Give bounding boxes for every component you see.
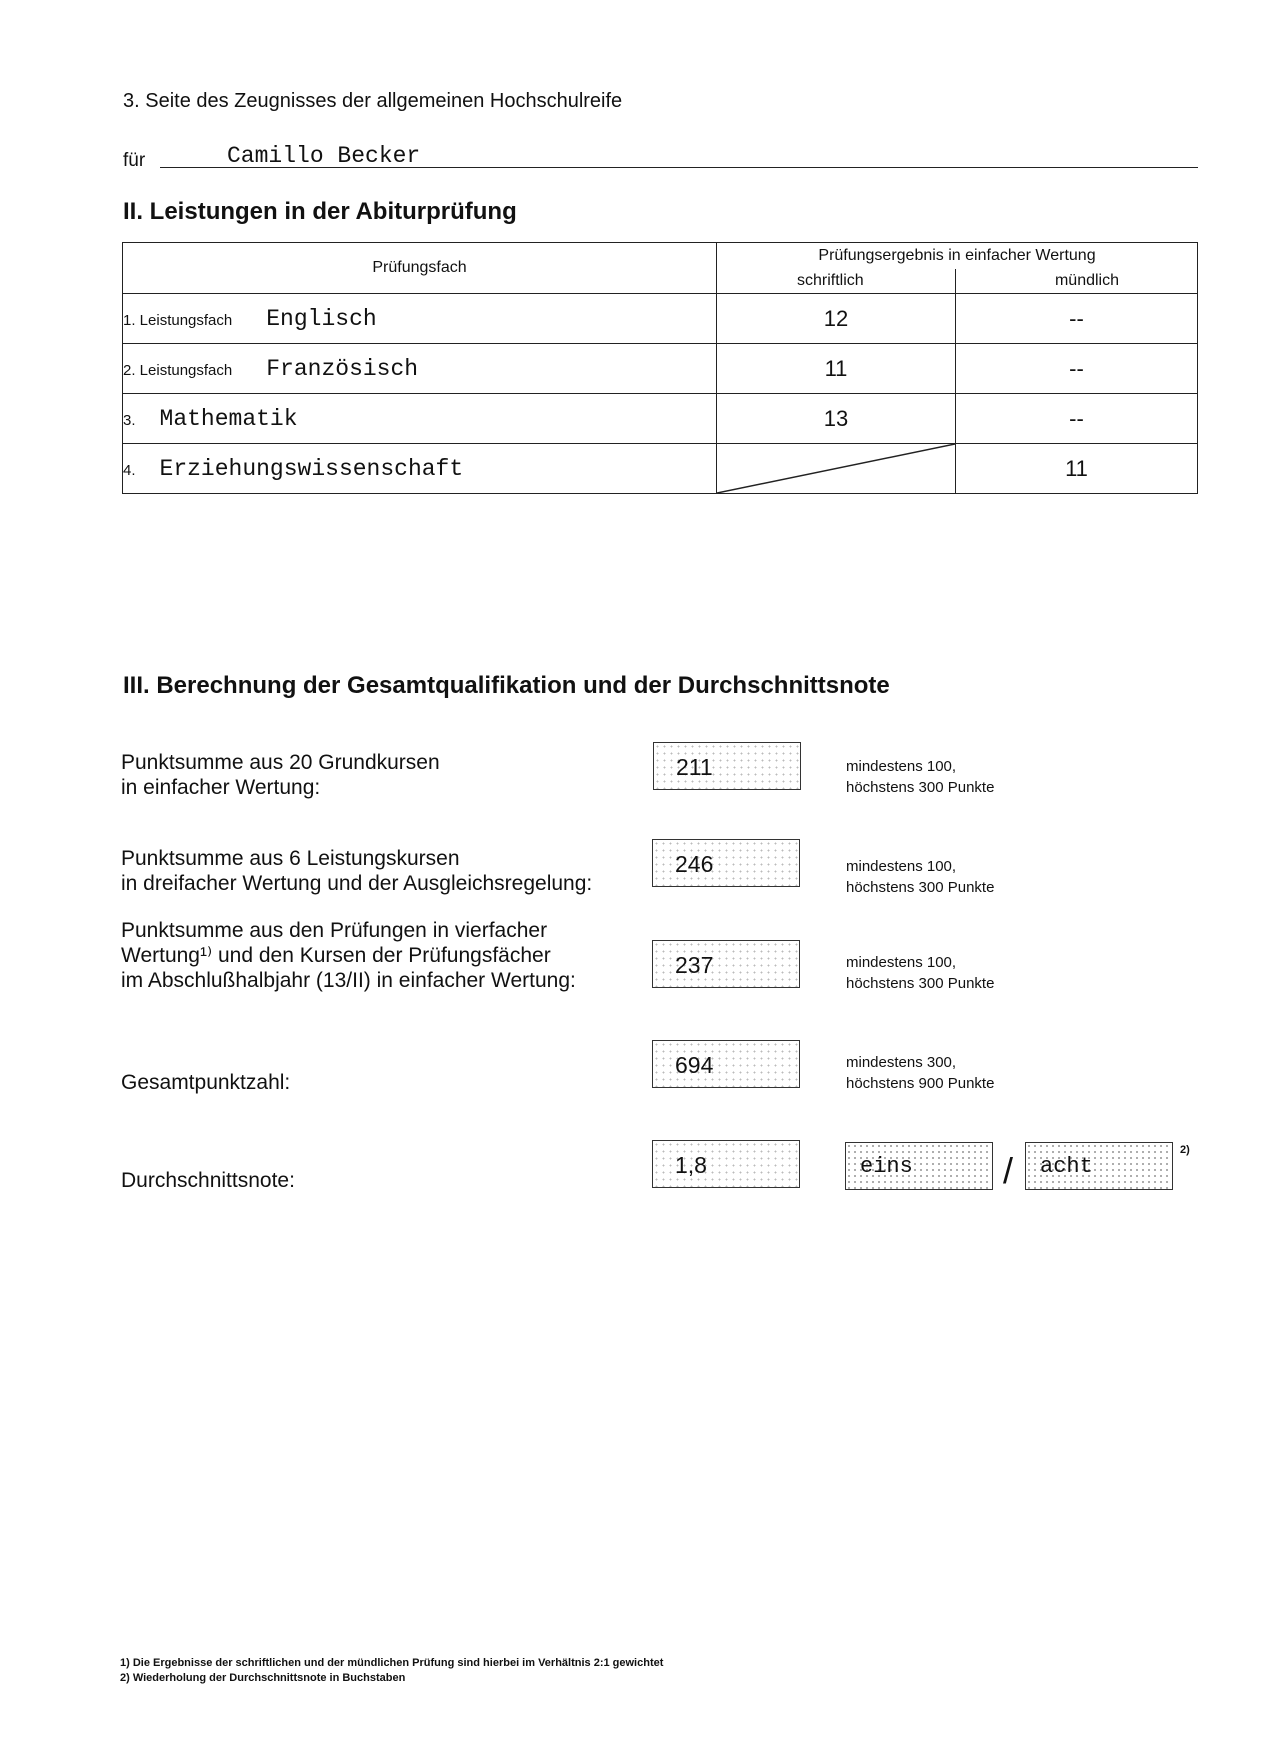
header-result-title: Prüfungsergebnis in einfacher Wertung [818,247,1096,264]
average-word-1-box: eins [845,1142,993,1190]
section-3-title: III. Berechnung der Gesamtqualifikation und der Durchschnittsnote [123,672,890,699]
subject-name: Französisch [266,355,419,382]
subject-name: Erziehungswissenschaft [159,455,464,482]
header-oral: mündlich [1054,272,1119,289]
written-grade: 13 [717,394,956,444]
slash-separator: / [1003,1150,1014,1191]
label-line: Punktsumme aus 20 Grundkursen [121,751,440,774]
header-subject: Prüfungsfach [123,243,717,294]
hint-line: höchstens 300 Punkte [846,779,995,796]
diagonal-strike [717,444,955,493]
exam-results-table [122,242,1197,494]
value-box-pruefungen: 237 [652,940,800,988]
label-line: im Abschlußhalbjahr (13/II) in einfacher Wertung: [121,969,576,992]
hint-line: höchstens 900 Punkte [846,1075,995,1092]
written-grade: 12 [717,294,956,344]
subject-prefix: 4. [123,461,136,479]
label-line: Gesamtpunktzahl: [121,1071,291,1094]
table-row [123,344,1198,394]
table-row [123,294,1198,344]
hint-line: mindestens 300, [846,1054,957,1071]
hint-grundkurse [846,756,994,798]
footnotes [120,1656,663,1686]
hint-line: mindestens 100, [846,954,957,971]
header-divider [955,269,956,293]
subject-cell [123,444,717,494]
calc-label-gesamtpunktzahl [121,1070,290,1095]
value-box-grundkurse: 211 [653,742,801,790]
student-name: Camillo Becker [227,143,421,169]
value-box-gesamtpunktzahl: 694 [652,1040,800,1088]
subject-name: Mathematik [159,405,298,432]
subject-cell [123,394,717,444]
label-line: Wertung¹⁾ und den Kursen der Prüfungsfächer [121,944,551,967]
subject-cell [123,294,717,344]
hint-line: höchstens 300 Punkte [846,975,995,992]
average-word-2-box: acht [1025,1142,1173,1190]
table-row [123,444,1198,494]
subject-prefix: 1. Leistungsfach [123,311,233,329]
subject-cell [123,344,717,394]
written-grade-crossed-out [717,444,956,494]
footnote-1: 1) Die Ergebnisse der schriftlichen und der mündlichen Prüfung sind hierbei im Verhältnis 2:1 gewichtet [120,1657,664,1669]
oral-grade: -- [956,344,1198,394]
header-result [717,243,1198,294]
page-heading: 3. Seite des Zeugnisses der allgemeinen Hochschulreife [123,90,623,112]
oral-grade: -- [956,294,1198,344]
footnote-2: 2) Wiederholung der Durchschnittsnote in Buchstaben [120,1672,406,1684]
calc-label-grundkurse [121,750,440,800]
label-line: in einfacher Wertung: [121,776,321,799]
section-2-title: II. Leistungen in der Abiturprüfung [123,198,517,225]
subject-prefix: 2. Leistungsfach [123,361,233,379]
average-value-box: 1,8 [652,1140,800,1188]
label-line: Punktsumme aus den Prüfungen in vierfacher [121,919,548,942]
hint-line: mindestens 100, [846,758,957,775]
subject-prefix: 3. [123,411,136,429]
oral-grade: -- [956,394,1198,444]
hint-leistungskurse [846,856,994,898]
table-row [123,394,1198,444]
hint-pruefungen [846,952,994,994]
label-line: in dreifacher Wertung und der Ausgleichsregelung: [121,872,593,895]
fuer-label: für [123,150,146,171]
written-grade: 11 [717,344,956,394]
oral-grade: 11 [956,444,1198,494]
hint-gesamtpunktzahl [846,1052,994,1094]
value-box-leistungskurse: 246 [652,839,800,887]
footnote-mark: 2) [1180,1144,1190,1156]
hint-line: höchstens 300 Punkte [846,879,995,896]
subject-name: Englisch [266,305,377,332]
hint-line: mindestens 100, [846,858,957,875]
calc-label-pruefungen [121,918,576,993]
header-written: schriftlich [797,272,864,289]
average-label: Durchschnittsnote: [121,1169,295,1192]
calc-label-leistungskurse [121,846,592,896]
label-line: Punktsumme aus 6 Leistungskursen [121,847,460,870]
